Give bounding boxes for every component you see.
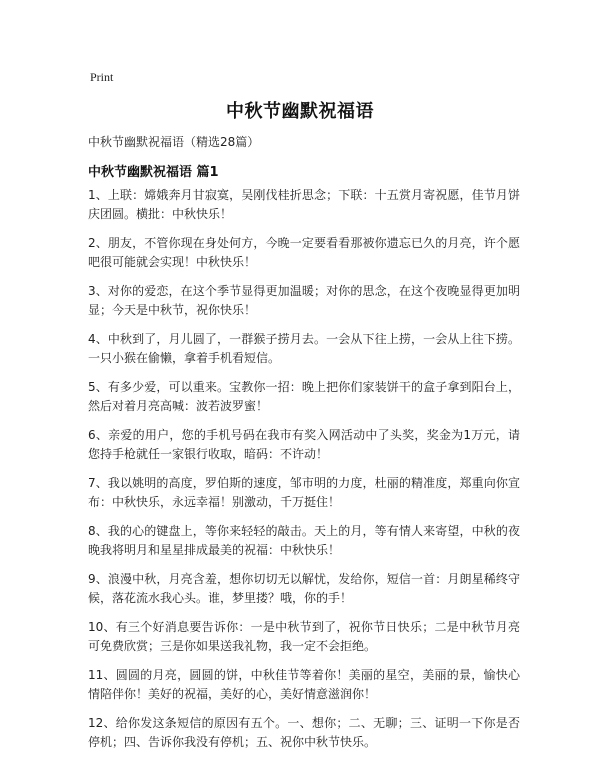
paragraph: 6、亲爱的用户，您的手机号码在我市有奖入网活动中了头奖，奖金为1万元，请您持手枪就任一家银行收取，暗码：不许动！ [88, 428, 520, 461]
document-subtitle: 中秋节幽默祝福语（精选28篇） [88, 135, 260, 149]
paragraph: 12、给你发这条短信的原因有五个。一、想你；二、无聊；三、证明一下你是否停机；四、告诉你我没有停机；五、祝你中秋节快乐。 [88, 716, 520, 749]
section-heading: 中秋节幽默祝福语 篇1 [88, 165, 219, 180]
print-link[interactable]: Print [90, 70, 114, 84]
paragraph: 2、朋友，不管你现在身处何方，今晚一定要看看那被你遗忘已久的月亮，许个愿吧很可能就会实现！中秋快乐！ [88, 236, 520, 269]
paragraph: 10、有三个好消息要告诉你：一是中秋节到了，祝你节日快乐；二是中秋节月亮可免费欣赏；三是你如果送我礼物，我一定不会拒绝。 [88, 620, 520, 653]
paragraph: 11、圆圆的月亮，圆圆的饼，中秋佳节等着你！美丽的星空，美丽的景，愉快心情陪伴你！美好的祝福，美好的心，美好情意滋润你！ [88, 668, 520, 701]
document-body [88, 186, 520, 762]
paragraph: 7、我以姚明的高度，罗伯斯的速度，邹市明的力度，杜丽的精准度，郑重向你宣布：中秋快乐，永远幸福！别激动，千万挺住！ [88, 476, 520, 509]
paragraph: 8、我的心的键盘上，等你来轻轻的敲击。天上的月，等有情人来寄望，中秋的夜晚我将明月和星星排成最美的祝福：中秋快乐！ [88, 524, 520, 557]
paragraph: 1、上联：嫦娥奔月甘寂寞，吴刚伐桂折思念；下联：十五赏月寄祝愿，佳节月饼庆团圆。横批：中秋快乐！ [88, 188, 520, 221]
paragraph: 4、中秋到了，月儿圆了，一群猴子捞月去。一会从下往上捞，一会从上往下捞。一只小猴在偷懒，拿着手机看短信。 [88, 332, 520, 365]
paragraph: 3、对你的爱恋，在这个季节显得更加温暖；对你的思念，在这个夜晚显得更加明显；今天是中秋节，祝你快乐！ [88, 284, 520, 317]
page-title: 中秋节幽默祝福语 [226, 101, 374, 122]
paragraph: 9、浪漫中秋，月亮含羞，想你切切无以解忧，发给你，短信一首：月朗星稀终守候，落花流水我心头。谁，梦里搂？哦，你的手！ [88, 572, 520, 605]
paragraph: 5、有多少爱，可以重来。宝教你一招：晚上把你们家装饼干的盒子拿到阳台上，然后对着月亮高喊：波若波罗蜜！ [88, 380, 520, 413]
